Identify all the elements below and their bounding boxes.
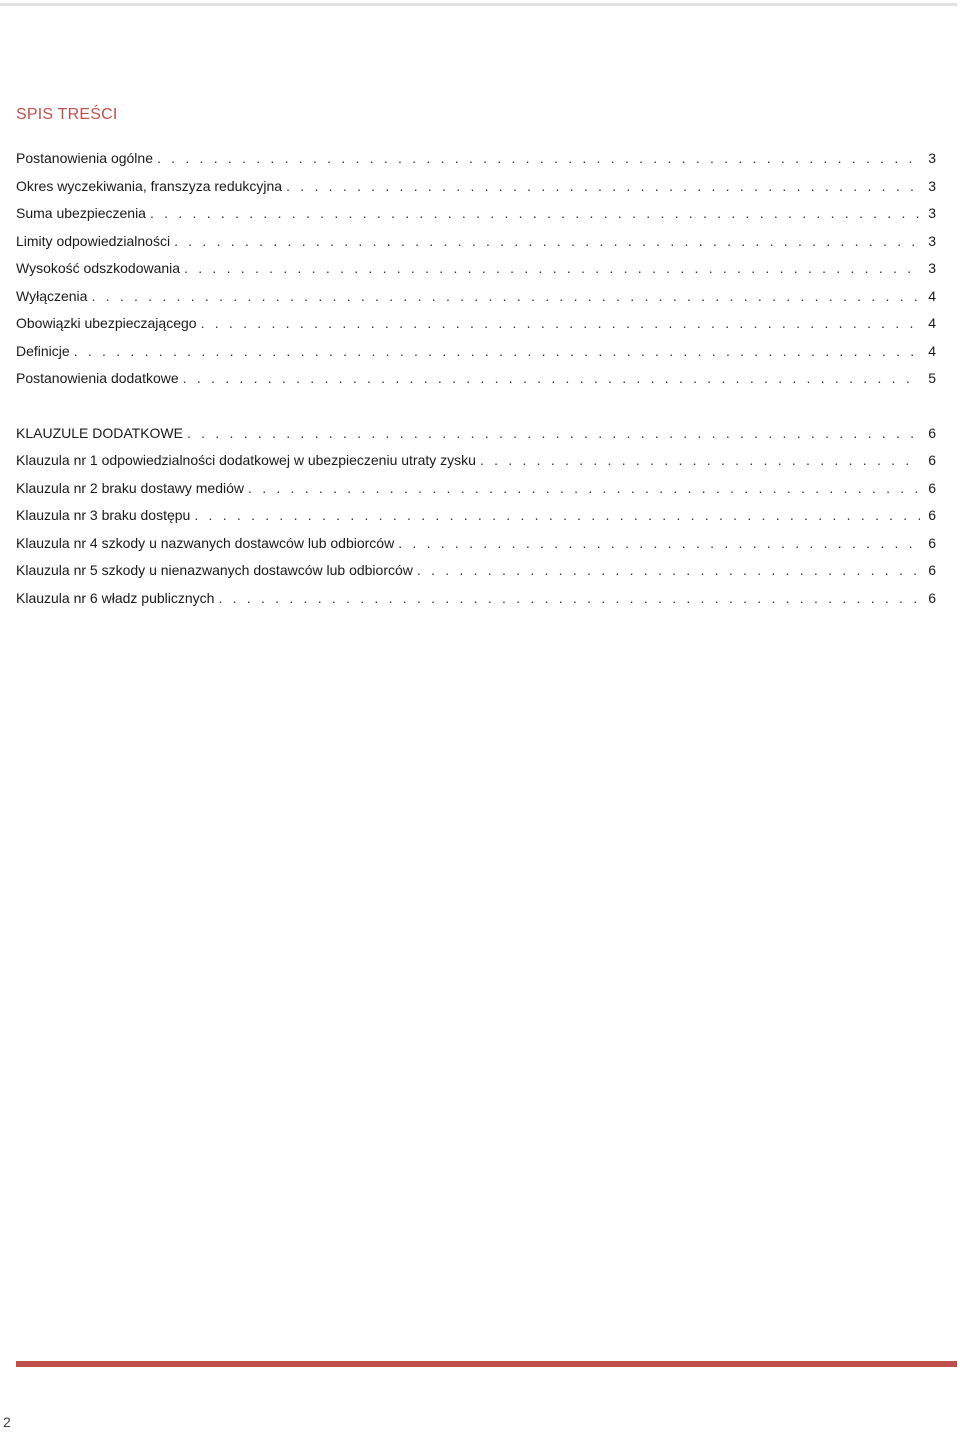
toc-entry-label: Okres wyczekiwania, franszyza redukcyjna — [16, 177, 283, 194]
top-rule — [0, 3, 957, 6]
toc-entry-page: 6 — [928, 589, 936, 606]
toc-entry-page: 3 — [928, 260, 936, 276]
toc-entry-page: 5 — [928, 370, 936, 386]
toc-entry-label: Klauzula nr 3 braku dostępu — [16, 507, 191, 523]
toc-entry[interactable] — [16, 288, 936, 316]
toc-entry-page: 4 — [928, 315, 936, 331]
toc-entry-page: 6 — [928, 534, 936, 551]
toc-entry-label: Klauzula nr 4 szkody u nazwanych dostawców lub odbiorców — [16, 534, 395, 551]
dot-leader — [150, 205, 920, 221]
toc-entry-page: 6 — [928, 507, 936, 523]
toc-entry-label: Postanowienia dodatkowe — [16, 370, 179, 386]
toc-entry[interactable] — [16, 233, 936, 261]
toc-entry-page: 6 — [928, 424, 936, 441]
toc-entry[interactable] — [16, 178, 936, 206]
toc-entry-page: 6 — [928, 562, 936, 578]
toc-entry[interactable] — [16, 452, 936, 480]
toc-entry-label: Wysokość odszkodowania — [16, 260, 181, 276]
toc-entry[interactable] — [16, 370, 936, 398]
toc-entry-label: Klauzula nr 2 braku dostawy mediów — [16, 479, 245, 496]
dot-leader — [286, 178, 920, 194]
dot-leader — [417, 562, 920, 578]
toc-entry[interactable] — [16, 150, 936, 178]
toc-entry[interactable] — [16, 260, 936, 288]
toc-entry-label: Obowiązki ubezpieczającego — [16, 315, 197, 331]
dot-leader — [91, 288, 920, 304]
toc-entry-label: Postanowienia ogólne — [16, 150, 153, 166]
dot-leader — [201, 315, 920, 331]
dot-leader — [218, 590, 920, 606]
toc-entry[interactable] — [16, 315, 936, 343]
dot-leader — [157, 150, 920, 166]
dot-leader — [74, 343, 920, 359]
dot-leader — [398, 535, 920, 551]
toc-entry-page: 6 — [928, 452, 936, 468]
toc-entry[interactable] — [16, 535, 936, 563]
footer-accent-bar — [16, 1361, 957, 1367]
dot-leader — [248, 480, 920, 496]
dot-leader — [194, 507, 920, 523]
toc-entry[interactable] — [16, 590, 936, 618]
toc-entry[interactable] — [16, 562, 936, 590]
toc-entry-page: 3 — [928, 150, 936, 166]
page-title: SPIS TREŚCI — [16, 106, 118, 123]
toc-entry-page: 4 — [928, 342, 936, 359]
dot-leader — [183, 370, 920, 386]
toc-entry-label: Limity odpowiedzialności — [16, 232, 171, 249]
toc-entry-label: KLAUZULE DODATKOWE — [16, 424, 183, 441]
toc-entry[interactable] — [16, 343, 936, 371]
toc-entry-page: 3 — [928, 177, 936, 194]
toc-entry-label: Klauzula nr 6 władz publicznych — [16, 589, 215, 606]
toc-entry-page: 6 — [928, 479, 936, 496]
section-spacer — [16, 398, 936, 425]
dot-leader — [187, 425, 920, 441]
toc-entry-page: 3 — [928, 232, 936, 249]
toc-entry[interactable] — [16, 480, 936, 508]
toc-entry-page: 3 — [928, 205, 936, 221]
toc-entry[interactable] — [16, 205, 936, 233]
toc-entry-label: Klauzula nr 5 szkody u nienazwanych dostawców lub odbiorców — [16, 562, 413, 578]
toc-entry-label: Klauzula nr 1 odpowiedzialności dodatkowej w ubezpieczeniu utraty zysku — [16, 452, 476, 468]
dot-leader — [480, 452, 920, 468]
toc-entry-label: Definicje — [16, 342, 70, 359]
page-number: 2 — [3, 1414, 11, 1430]
dot-leader — [174, 233, 920, 249]
table-of-contents — [16, 150, 936, 617]
toc-entry-label: Suma ubezpieczenia — [16, 205, 146, 221]
toc-entry[interactable] — [16, 425, 936, 453]
toc-entry-label: Wyłączenia — [16, 287, 88, 304]
toc-entry-page: 4 — [928, 287, 936, 304]
dot-leader — [184, 260, 920, 276]
toc-entry[interactable] — [16, 507, 936, 535]
